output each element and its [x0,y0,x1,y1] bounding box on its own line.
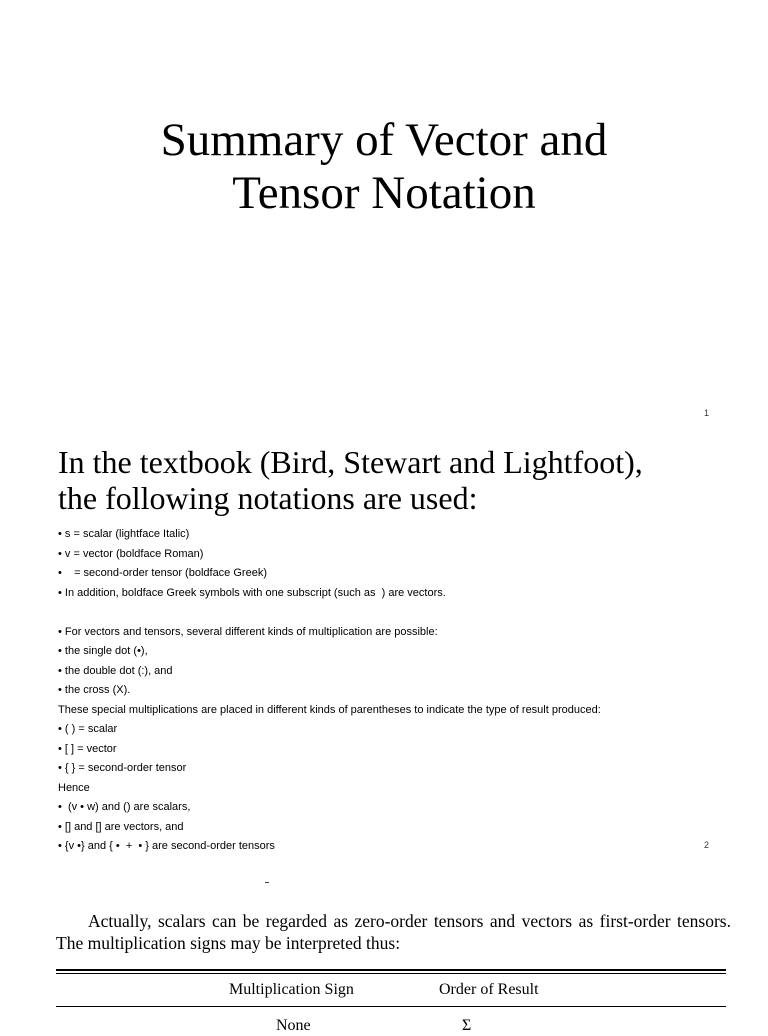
list-item: Hence [58,781,90,794]
list-item: These special multiplications are placed in different kinds of parentheses to indicate the type of result produced: [58,703,601,716]
page-number: 2 [704,840,710,850]
slide-2 [0,428,768,864]
title-line-2: Tensor Notation [232,167,536,219]
list-item: • In addition, boldface Greek symbols with one subscript (such as ) are vectors. [58,586,446,599]
table-top-rule [56,969,726,971]
list-item: • the double dot (:), and [58,664,173,677]
list-item: • = second-order tensor (boldface Greek) [58,567,267,579]
list-item: • v = vector (boldface Roman) [58,547,204,560]
heading-line-2: the following notations are used: [58,480,478,516]
list-item: • [] and [] are vectors, and [58,820,184,833]
body-paragraph: Actually, scalars can be regarded as zero-order tensors and vectors as first-order tensors. The multiplication signs may be interpreted thus: [56,911,731,953]
table-top-rule-inner [56,973,726,974]
list-item: • (v • w) and () are scalars, [58,801,191,813]
table-header-rule [56,1006,726,1007]
slide-1 [0,0,768,428]
list-item: • ( ) = scalar [58,723,118,735]
table-header-order-of-result: Order of Result [439,981,539,998]
slide-heading [58,444,748,516]
slide-title [0,114,768,220]
list-item: • s = scalar (lightface Italic) [58,528,190,540]
heading-line-1: In the textbook (Bird, Stewart and Lightfoot), [58,444,643,480]
list-item: • [ ] = vector [58,742,117,755]
list-item: • the cross (X). [58,684,131,696]
page-number: 1 [704,408,710,418]
list-item: • {v •} and { • + • } are second-order tensors [58,840,275,852]
table-cell: None [276,1017,311,1034]
slide-3 [0,864,768,1034]
list-item: • the single dot (•), [58,645,148,657]
notation-list [58,525,718,857]
table-header-multiplication-sign: Multiplication Sign [229,981,354,998]
table-cell: Σ [462,1017,472,1034]
list-item: • For vectors and tensors, several different kinds of multiplication are possible: [58,625,438,638]
scan-mark [265,882,269,883]
list-item [58,603,718,623]
list-item: • { } = second-order tensor [58,762,187,774]
title-line-1: Summary of Vector and [160,114,608,166]
